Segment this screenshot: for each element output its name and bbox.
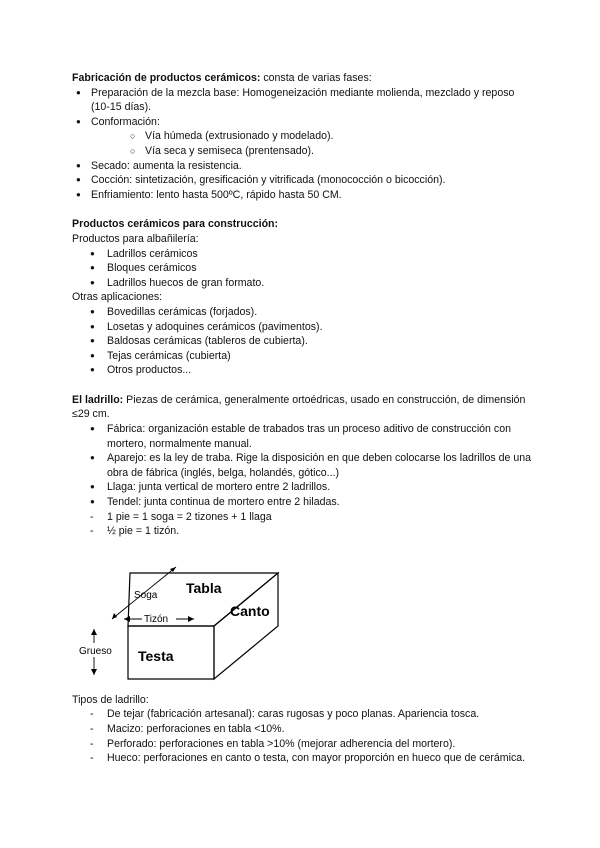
list-item: ● Fábrica: organización estable de trabados tras un proceso aditivo de construcción con mortero, normalmente manual. — [72, 422, 532, 451]
section-ladrillo-heading — [72, 393, 532, 422]
list-item: ● Ladrillos huecos de gran formato. — [72, 276, 532, 291]
soga-arrow-tail — [112, 613, 117, 619]
group-label: Tipos de ladrillo: — [72, 693, 149, 706]
sublist-item: ○ Vía seca y semiseca (prentensado). — [72, 144, 532, 159]
dash-item: - De tejar (fabricación artesanal): caras rugosas y poco planas. Apariencia tosca. — [72, 707, 532, 722]
tizon-arrow-right — [188, 616, 194, 622]
section-fabricacion — [72, 71, 532, 202]
group-label: Productos para albañilería: — [72, 232, 199, 245]
dash-item: - Macizo: perforaciones en tabla <10%. — [72, 722, 532, 737]
section-intro: Piezas de cerámica, generalmente ortoédricas, usado en construcción, de dimensión ≤29 cm. — [72, 393, 526, 421]
section-fabricacion-heading — [72, 71, 532, 86]
list-item: ● Ladrillos cerámicos — [72, 247, 532, 262]
list-item-label: Conformación: — [91, 115, 160, 128]
brick-diagram-svg — [78, 561, 318, 681]
tabla-label: Tabla — [186, 579, 222, 596]
section-title: El ladrillo: — [72, 393, 124, 406]
dash-item: - 1 pie = 1 soga = 2 tizones + 1 llaga — [72, 510, 532, 525]
section-title: Fabricación de productos cerámicos: — [72, 72, 261, 84]
brick-side-face — [214, 573, 278, 679]
brick-diagram — [78, 561, 318, 681]
ladrillo-dash-list — [72, 510, 532, 539]
grueso-arrow-top — [91, 629, 97, 635]
dash-item: - Hueco: perforaciones en canto o testa, con mayor proporción en hueco que de cerámica. — [72, 751, 532, 766]
list-item: ● Otros productos... — [72, 363, 532, 378]
list-item: ● Tendel: junta continua de mortero entre 2 hiladas. — [72, 495, 532, 510]
section-intro: consta de varias fases: — [260, 72, 372, 84]
list-item: ● Aparejo: es la ley de traba. Rige la disposición en que deben colocarse los ladrillos de una obra de fábrica (inglés, belga, holandés, gótico...) — [72, 451, 532, 480]
tipos-list — [72, 707, 532, 765]
testa-label: Testa — [138, 647, 174, 664]
soga-label: Soga — [134, 589, 158, 601]
section-productos-heading — [72, 217, 532, 232]
list-item: ● Cocción: sintetización, gresificación y vitrificada (monococción o bicocción). — [72, 173, 532, 188]
list-item: ● Bloques cerámicos — [72, 261, 532, 276]
dash-item: - Perforado: perforaciones en tabla >10% (mejorar adherencia del mortero). — [72, 737, 532, 752]
section-title: Productos cerámicos para construcción: — [72, 218, 279, 231]
list-item: ● Llaga: junta vertical de mortero entre 2 ladrillos. — [72, 480, 532, 495]
canto-label: Canto — [230, 602, 270, 619]
grueso-label: Grueso — [79, 645, 112, 657]
list-item: ● Bovedillas cerámicas (forjados). — [72, 305, 532, 320]
list-item: ● Tejas cerámicas (cubierta) — [72, 349, 532, 364]
document-content — [72, 71, 532, 766]
list-item: ● Preparación de la mezcla base: Homogeneización mediante molienda, mezclado y reposo (10-15 días). — [72, 86, 532, 115]
tizon-arrow-left — [124, 616, 130, 622]
albanileria-list — [72, 247, 532, 291]
fabricacion-list — [72, 86, 532, 130]
fabricacion-list-continued — [72, 159, 532, 203]
group-label: Otras aplicaciones: — [72, 291, 163, 304]
list-item: ● Baldosas cerámicas (tableros de cubierta). — [72, 334, 532, 349]
section-productos — [72, 217, 532, 378]
grueso-arrow-bottom — [91, 669, 97, 675]
section-tipos — [72, 693, 532, 766]
dash-item: - ½ pie = 1 tizón. — [72, 524, 532, 539]
tizon-label: Tizón — [144, 613, 169, 625]
list-item — [72, 115, 532, 130]
sublist-item: ○ Vía húmeda (extrusionado y modelado). — [72, 129, 532, 144]
ladrillo-list — [72, 422, 532, 510]
list-item: ● Enfriamiento: lento hasta 500ºC, rápido hasta 50 CM. — [72, 188, 532, 203]
otras-aplicaciones-list — [72, 305, 532, 378]
list-item: ● Secado: aumenta la resistencia. — [72, 159, 532, 174]
list-item: ● Losetas y adoquines cerámicos (pavimentos). — [72, 320, 532, 335]
conformacion-sublist — [72, 129, 532, 158]
section-ladrillo — [72, 393, 532, 681]
